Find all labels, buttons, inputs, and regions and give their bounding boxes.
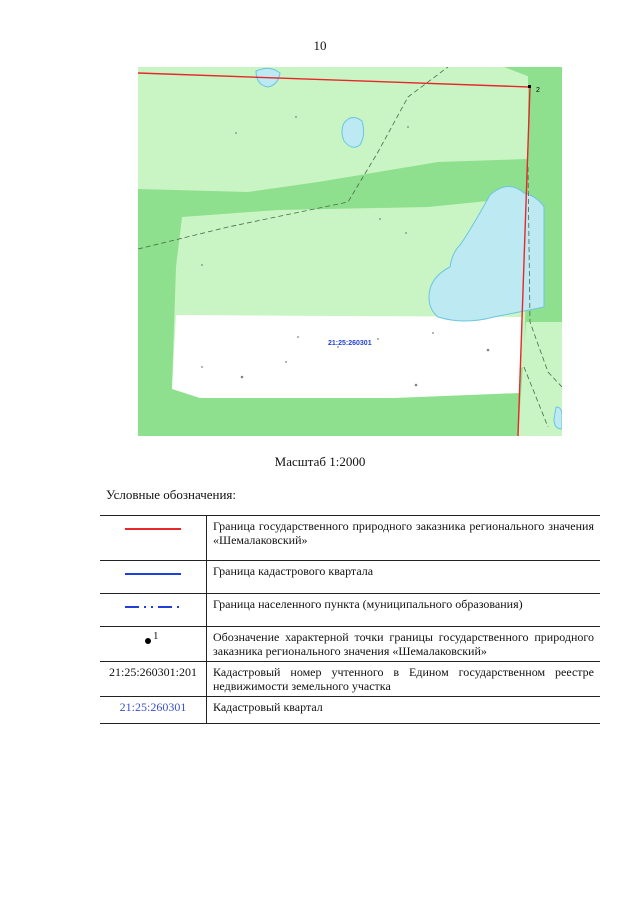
legend-text: Граница населенного пункта (муниципального образования) [207, 594, 601, 627]
legend-symbol-blue-dash-dot-line [100, 594, 207, 627]
page-number: 10 [313, 38, 327, 53]
legend-row-reserve-boundary [100, 516, 600, 561]
legend-text: Обозначение характерной точки границы государственного природного заказника регионального значения «Шемалаковский» [207, 627, 601, 662]
legend-text: Кадастровый номер учтенного в Едином государственном реестре недвижимости земельного участка [207, 662, 601, 697]
legend-row-cadastral-quarter-boundary [100, 561, 600, 594]
legend-symbol-cadastral-number: 21:25:260301:201 [100, 662, 207, 697]
legend-symbol-blue-line [100, 561, 207, 594]
legend-symbol-red-line [100, 516, 207, 561]
legend-text: Граница кадастрового квартала [207, 561, 601, 594]
legend-row-settlement-boundary [100, 594, 600, 627]
lake-small [342, 117, 364, 147]
cadastral-map [138, 67, 562, 436]
legend-text: Граница государственного природного заказника регионального значения «Шемалаковский» [207, 516, 601, 561]
legend-table [100, 515, 600, 724]
map-scale: Масштаб 1:2000 [274, 454, 366, 469]
cadastral-parcel [172, 315, 522, 398]
legend-text: Кадастровый квартал [207, 697, 601, 724]
cadastral-quarter-label: 21:25:260301 [328, 340, 372, 347]
legend-row-cadastral-number [100, 662, 600, 697]
lake-edge [554, 407, 562, 429]
characteristic-point-2 [528, 85, 531, 88]
legend-heading: Условные обозначения: [106, 487, 237, 502]
legend-symbol-cadastral-quarter: 21:25:260301 [100, 697, 207, 724]
legend-symbol-point [100, 627, 207, 662]
point-dot-icon [145, 638, 151, 644]
characteristic-point-label: 2 [536, 87, 540, 94]
point-number: 1 [153, 630, 159, 642]
legend-row-cadastral-quarter [100, 697, 600, 724]
legend-row-characteristic-point [100, 627, 600, 662]
